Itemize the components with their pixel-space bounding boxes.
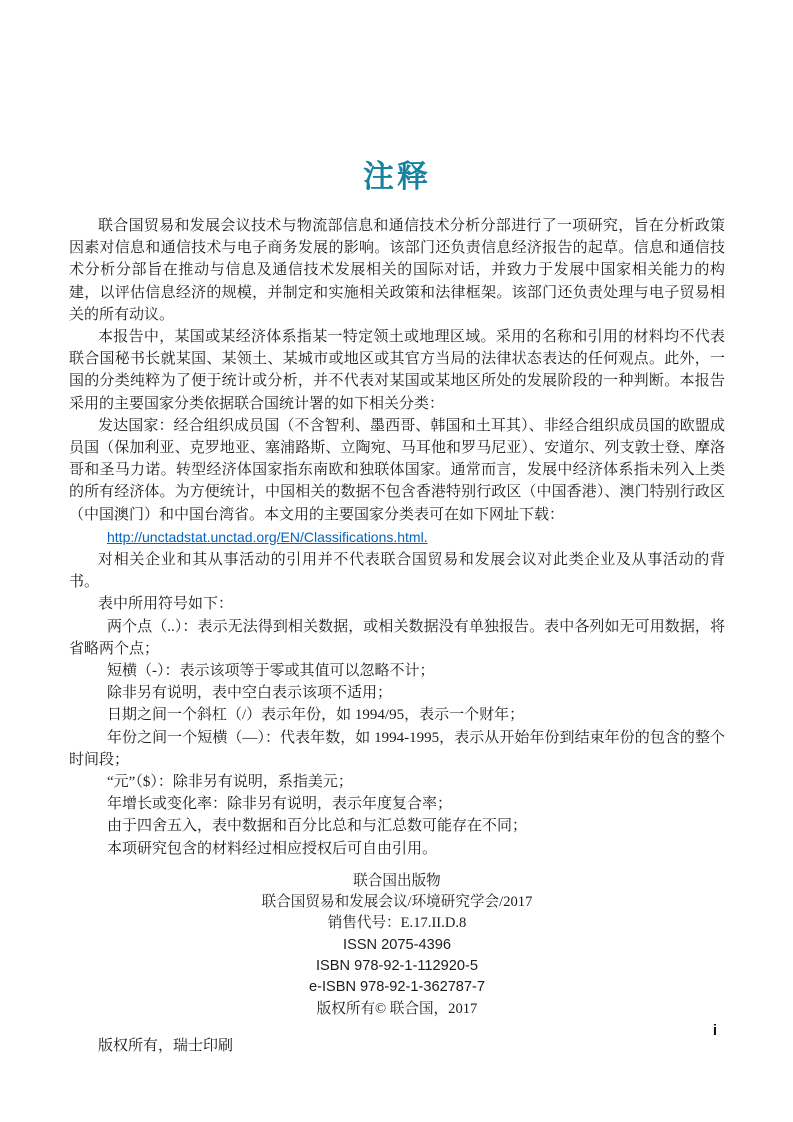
classifications-link-line (69, 526, 725, 549)
publication-line-series: 联合国贸易和发展会议/环境研究学会/2017 (261, 894, 533, 911)
symbol-note-two-dots: 两个点（..）：表示无法得到相关数据，或相关数据没有单独报告。表中各列如无可用数据，将省略两个点； (69, 618, 725, 657)
publication-line-eisbn: e-ISBN 978-92-1-362787-7 (308, 979, 486, 996)
symbol-note-citation: 本项研究包含的材料经过相应授权后可自由引用。 (107, 840, 438, 857)
endorsement-paragraph: 对相关企业和其从事活动的引用并不代表联合国贸易和发展会议对此类企业及从事活动的背书。 (69, 552, 725, 591)
publication-block (69, 871, 725, 1020)
publication-line-issn: ISSN 2075-4396 (343, 936, 451, 953)
symbol-note-hyphen: 短横（-）：表示该项等于零或其值可以忽略不计； (107, 663, 435, 680)
page-title: 注释 (363, 159, 431, 194)
intro-paragraph-3: 发达国家：经合组织成员国（不含智利、墨西哥、韩国和土耳其）、非经合组织成员国的欧盟成员国（保加利亚、克罗地亚、塞浦路斯、立陶宛、马耳他和罗马尼亚）、安道尔、列支敦士登、摩洛哥和圣马力诺。转型经济体国家指东南欧和独联体国家。通常而言，发展中经济体系指未列入上类的所有经济体。为方便统计，中国相关的数据不包含香港特别行政区（中国香港）、澳门特别行政区（中国澳门）和中国台湾省。本文用的主要国家分类表可在如下网址下载： (69, 417, 725, 523)
publication-line-copyright: 版权所有© 联合国，2017 (316, 1000, 478, 1017)
document-page (69, 0, 725, 1070)
symbol-note-rounding: 由于四舍五入，表中数据和百分比总和与汇总数可能存在不同； (107, 818, 528, 835)
symbol-note-dash-range: 年份之间一个短横（—）：代表年数，如 1994-1995，表示从开始年份到结束年份的包含的整个时间段； (69, 729, 725, 768)
page-number: i (712, 1022, 717, 1039)
symbols-heading: 表中所用符号如下： (98, 596, 234, 613)
print-note: 版权所有，瑞士印刷 (98, 1037, 234, 1054)
symbol-note-slash: 日期之间一个斜杠（/）表示年份，如 1994/95，表示一个财年； (107, 707, 525, 724)
symbol-note-growth-rate: 年增长或变化率：除非另有说明，表示年度复合率； (107, 796, 453, 813)
classifications-link[interactable]: http://unctadstat.unctad.org/EN/Classifications.html. (107, 528, 428, 545)
intro-paragraph-1: 联合国贸易和发展会议技术与物流部信息和通信技术分析分部进行了一项研究，旨在分析政策因素对信息和通信技术与电子商务发展的影响。该部门还负责信息经济报告的起草。信息和通信技术分析分部旨在推动与信息及通信技术发展相关的国际对话，并致力于发展中国家相关能力的构建，以评估信息经济的规模，并制定和实施相关政策和法律框架。该部门还负责处理与电子贸易相关的所有动议。 (69, 218, 725, 323)
intro-paragraph-2: 本报告中，某国或某经济体系指某一特定领土或地理区域。采用的名称和引用的材料均不代表联合国秘书长就某国、某领土、某城市或地区或其官方当局的法律状态表达的任何观点。此外，一国的分类纯粹为了便于统计或分析，并不代表对某国或某地区所处的发展阶段的一种判断。本报告采用的主要国家分类依据联合国统计署的如下相关分类： (69, 329, 725, 412)
publication-line-sales-number: 销售代号：E.17.II.D.8 (327, 915, 467, 932)
publication-line-un: 联合国出版物 (353, 872, 441, 889)
publication-line-isbn: ISBN 978-92-1-112920-5 (316, 958, 478, 975)
symbol-note-dollar: “元”（$）：除非另有说明，系指美元； (107, 774, 353, 791)
body-text (69, 215, 725, 860)
symbol-note-blank: 除非另有说明，表中空白表示该项不适用； (107, 685, 393, 702)
